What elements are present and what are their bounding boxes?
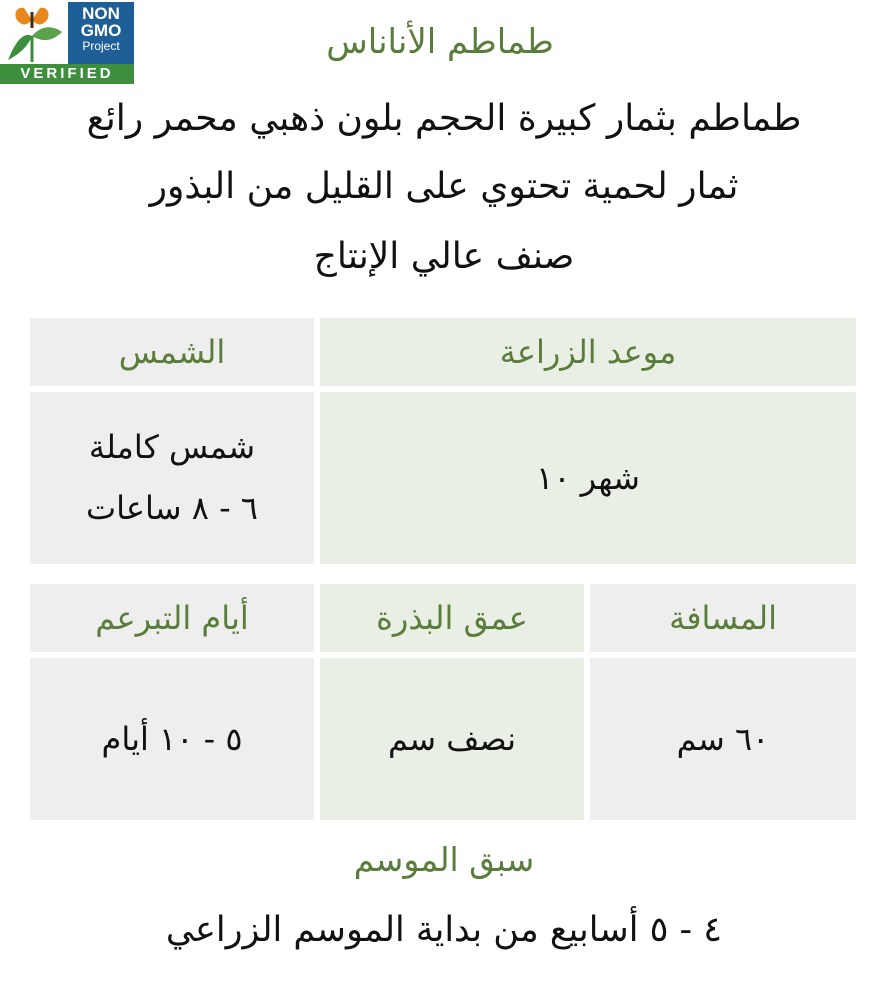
spacing-header: [590, 584, 856, 652]
spacing-value: ٦٠ سم: [676, 719, 770, 758]
seed-depth-cell: [320, 658, 584, 820]
sun-value-line-2: ٦ - ٨ ساعات: [86, 489, 258, 527]
germination-days-label: أيام التبرعم: [95, 599, 249, 637]
product-title: طماطم الأناناس: [326, 22, 554, 62]
logo-wordmark: [68, 2, 134, 64]
planting-time-label: موعد الزراعة: [499, 333, 677, 371]
spacing-label: المسافة: [669, 599, 777, 637]
planting-time-header: [320, 318, 856, 386]
logo-line-project: Project: [82, 39, 120, 53]
sun-value-line-1: شمس كاملة: [88, 428, 256, 467]
sun-label: الشمس: [118, 333, 226, 371]
sun-cell: [30, 392, 314, 564]
germination-days-value: ٥ - ١٠ أيام: [101, 719, 243, 758]
season-head-start-label: سبق الموسم: [353, 840, 535, 879]
description-line-2: ثمار لحمية تحتوي على القليل من البذور: [149, 166, 739, 207]
germination-days-header: [30, 584, 314, 652]
logo-line-gmo: GMO: [80, 21, 122, 40]
planting-time-value: شهر ١٠: [536, 458, 640, 497]
description-line-1: طماطم بثمار كبيرة الحجم بلون ذهبي محمر رائع: [86, 98, 802, 139]
butterfly-leaf-icon: [2, 2, 66, 64]
season-head-start-value: ٤ - ٥ أسابيع من بداية الموسم الزراعي: [165, 910, 723, 950]
seed-depth-label: عمق البذرة: [376, 599, 528, 637]
seed-depth-value: نصف سم: [387, 719, 517, 758]
germination-days-cell: [30, 658, 314, 820]
non-gmo-verified-logo: [0, 0, 134, 84]
logo-line-non: NON: [82, 4, 120, 23]
sun-header: [30, 318, 314, 386]
description-line-3: صنف عالي الإنتاج: [313, 236, 575, 277]
logo-verified-band: VERIFIED: [0, 64, 134, 84]
spacing-cell: [590, 658, 856, 820]
planting-time-cell: [320, 392, 856, 564]
seed-depth-header: [320, 584, 584, 652]
